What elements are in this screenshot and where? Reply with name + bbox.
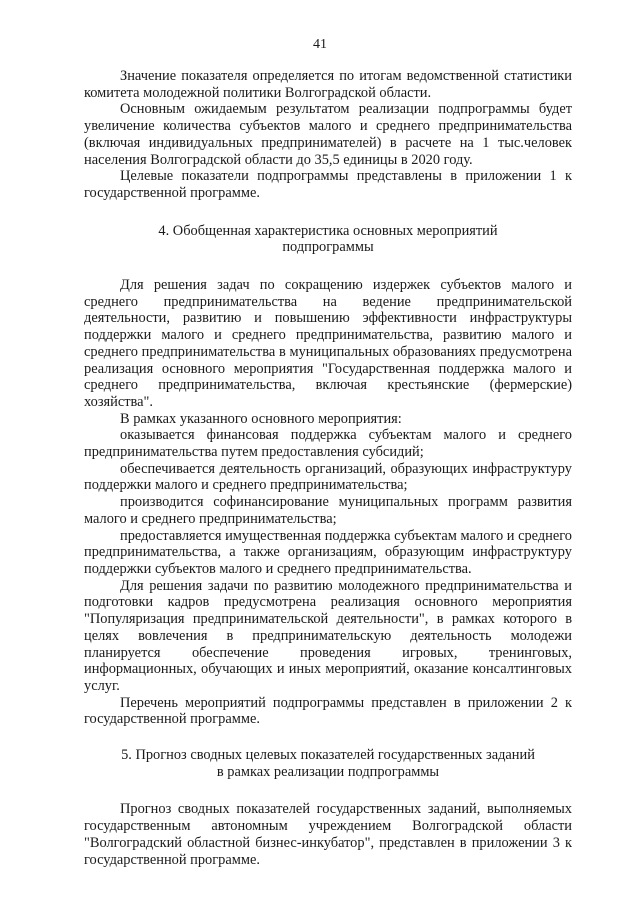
paragraph: обеспечивается деятельность организаций, образующих инфраструктуру поддержки малого и среднего предпринимательства;	[84, 460, 572, 494]
paragraph: оказывается финансовая поддержка субъектам малого и среднего предпринимательства путем предоставления субсидий;	[84, 427, 572, 461]
section-heading-line: 5. Прогноз сводных целевых показателей государственных заданий	[121, 747, 535, 764]
paragraph: В рамках указанного основного мероприятия:	[120, 410, 402, 427]
paragraph: Для решения задач по сокращению издержек субъектов малого и среднего предпринимательства на ведение предпринимательской деятельности, развитию и повышению эффективности инфраструктуры поддержки малого и среднего предпринимательства, развитию малого и среднего предпринимательства в муниципальных образованиях предусмотрена реализация основного мероприятия "Государственная поддержка малого и среднего предпринимательства, включая крестьянские (фермерские) хозяйства".	[84, 277, 572, 410]
paragraph: Целевые показатели подпрограммы представлены в приложении 1 к государственной программе.	[84, 168, 572, 201]
page-number: 41	[313, 37, 327, 52]
section-heading-line: 4. Обобщенная характеристика основных мероприятий	[158, 222, 498, 239]
section-heading-line: подпрограммы	[282, 239, 374, 256]
section-heading-line: в рамках реализации подпрограммы	[216, 763, 440, 780]
paragraph: Прогноз сводных показателей государственных заданий, выполняемых государственным автономным учреждением Волгоградской области "Волгоградский областной бизнес-инкубатор", представлен в приложении 3 к государственной программе.	[84, 801, 572, 868]
paragraph: Перечень мероприятий подпрограммы представлен в приложении 2 к государственной программе.	[84, 694, 572, 728]
paragraph: Основным ожидаемым результатом реализации подпрограммы будет увеличение количества субъектов малого и среднего предпринимательства (включая индивидуальных предпринимателей) в расчете на 1 тыс.человек населения Волгоградской области до 35,5 единицы в 2020 году.	[84, 101, 572, 168]
paragraph: Значение показателя определяется по итогам ведомственной статистики комитета молодежной политики Волгоградской области.	[84, 68, 572, 101]
paragraph: Для решения задачи по развитию молодежного предпринимательства и подготовки кадров предусмотрена реализация основного мероприятия "Популяризация предпринимательской деятельности", в рамках которого в целях вовлечения в предпринимательскую деятельность молодежи планируется обеспечение проведения игровых, тренинговых, информационных, обучающих и иных мероприятий, оказание консалтинговых услуг.	[84, 577, 572, 694]
paragraph: предоставляется имущественная поддержка субъектам малого и среднего предпринимательства, а также организациям, образующим инфраструктуру поддержки субъектов малого и среднего предпринимательства.	[84, 527, 572, 577]
paragraph: производится софинансирование муниципальных программ развития малого и среднего предпринимательства;	[84, 494, 572, 527]
page-text	[84, 68, 572, 868]
